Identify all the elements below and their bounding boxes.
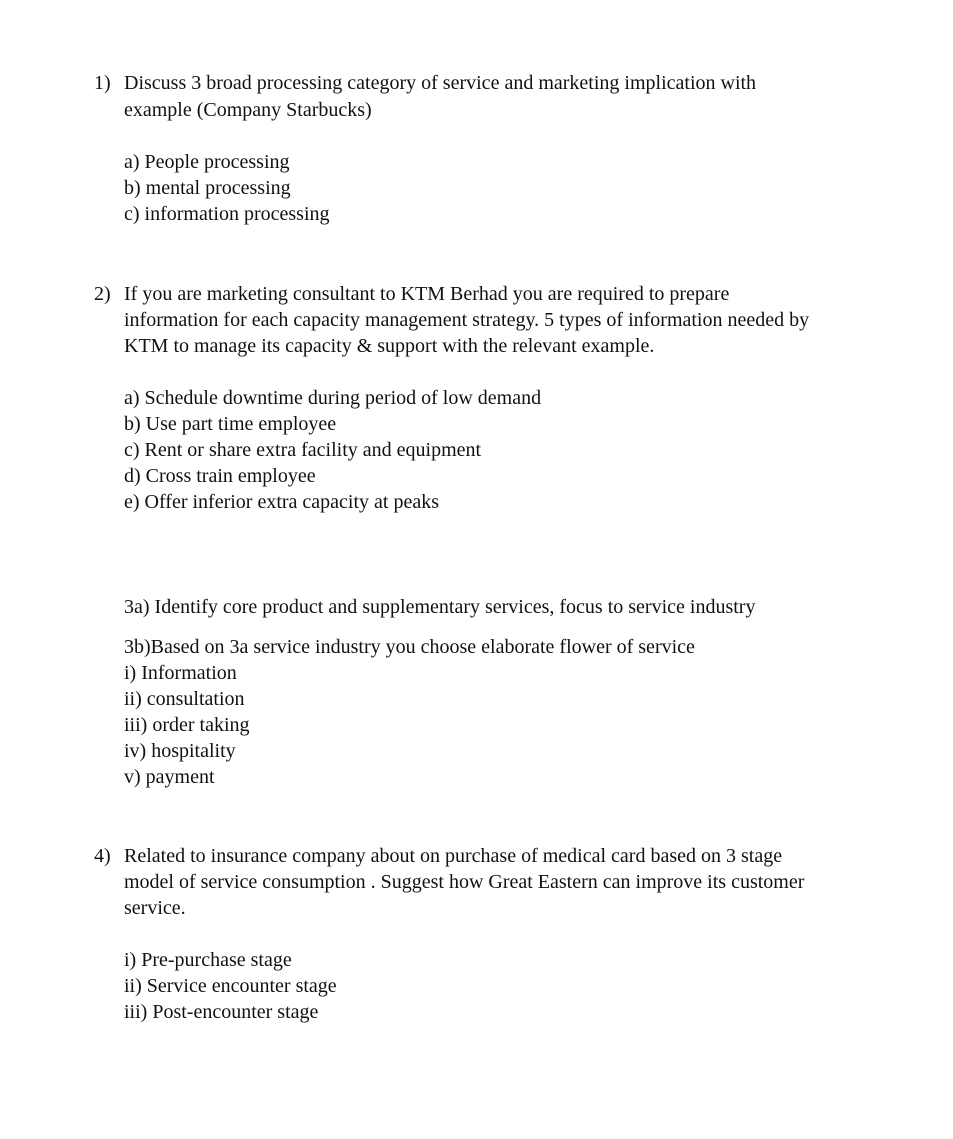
question-3-item-i: i) Information (124, 662, 237, 684)
question-2-line-1: If you are marketing consultant to KTM Berhad you are required to prepare (124, 283, 730, 305)
question-1-number: 1) (94, 72, 111, 94)
question-1-line-1: Discuss 3 broad processing category of service and marketing implication with (124, 72, 757, 94)
question-3b: 3b)Based on 3a service industry you choose elaborate flower of service (124, 636, 695, 658)
question-4-line-3: service. (124, 897, 186, 919)
question-2-number: 2) (94, 283, 111, 305)
question-4-line-1: Related to insurance company about on purchase of medical card based on 3 stage (124, 845, 783, 867)
question-3-item-iv: iv) hospitality (124, 740, 236, 762)
question-3-item-iii: iii) order taking (124, 714, 250, 736)
question-1-item-b: b) mental processing (124, 177, 291, 199)
question-1-line-2: example (Company Starbucks) (124, 99, 372, 121)
question-4-number: 4) (94, 845, 111, 867)
question-4-line-2: model of service consumption . Suggest how Great Eastern can improve its customer (124, 871, 805, 893)
question-3-item-ii: ii) consultation (124, 688, 245, 710)
question-2-item-a: a) Schedule downtime during period of low demand (124, 387, 542, 409)
question-3a: 3a) Identify core product and supplementary services, focus to service industry (124, 596, 756, 618)
question-4-item-i: i) Pre-purchase stage (124, 949, 292, 971)
question-4-item-ii: ii) Service encounter stage (124, 975, 337, 997)
question-1-item-a: a) People processing (124, 151, 290, 173)
question-2-line-2: information for each capacity management strategy. 5 types of information needed by (124, 309, 810, 331)
question-2-item-b: b) Use part time employee (124, 413, 337, 435)
question-2-item-e: e) Offer inferior extra capacity at peaks (124, 491, 440, 513)
question-2-item-d: d) Cross train employee (124, 465, 316, 487)
question-3-item-v: v) payment (124, 766, 215, 788)
question-2-line-3: KTM to manage its capacity & support with the relevant example. (124, 335, 655, 357)
question-1-item-c: c) information processing (124, 203, 330, 225)
question-2-item-c: c) Rent or share extra facility and equipment (124, 439, 482, 461)
question-4-item-iii: iii) Post-encounter stage (124, 1001, 319, 1023)
